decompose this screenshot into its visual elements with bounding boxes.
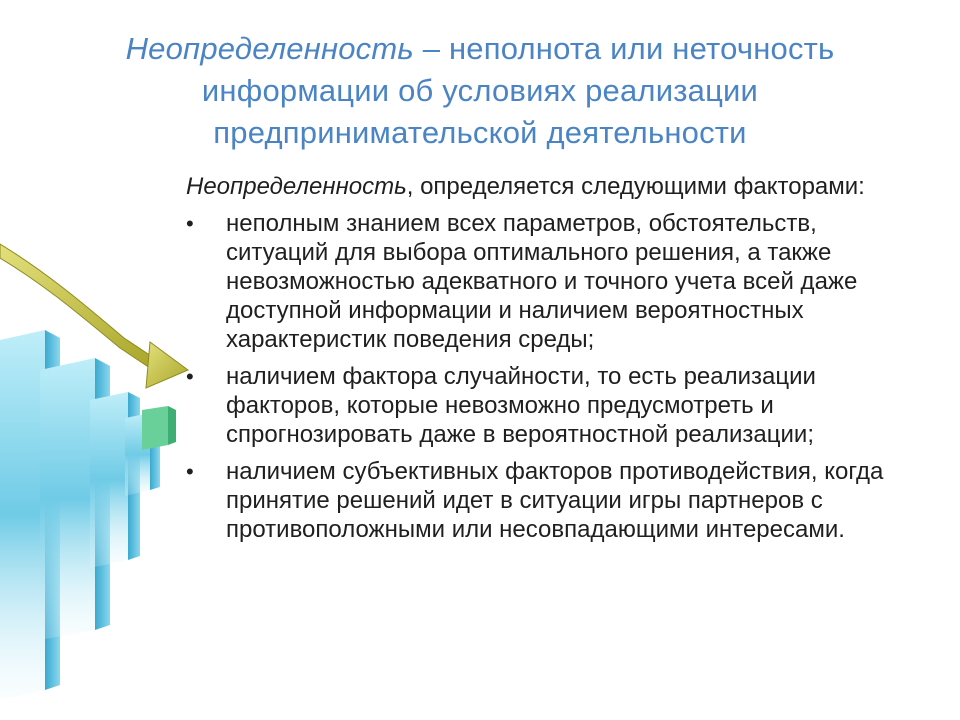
- intro-paragraph: [186, 172, 916, 201]
- bar-5: [142, 406, 176, 450]
- list-item-text: наличием фактора случайности, то есть реализации факторов, которые невозможно предусмотреть и спрогнозировать даже в вероятностной реализации;: [226, 363, 816, 448]
- title-line-3: предпринимательской деятельности: [213, 115, 747, 150]
- intro-text: , определяется следующими факторами:: [406, 173, 865, 200]
- arrow-head: [146, 342, 188, 388]
- bullet-icon: •: [186, 459, 194, 484]
- title-rest: – неполнота или неточность: [413, 31, 835, 66]
- content-body: [186, 172, 916, 552]
- list-item-text: наличием субъективных факторов противодействия, когда принятие решений идет в ситуации игры партнеров с противоположными или несовпадающими интересами.: [226, 458, 884, 543]
- title-line-2: информации об условиях реализации: [201, 73, 759, 108]
- list-item: [186, 457, 916, 544]
- bullet-icon: •: [186, 211, 194, 236]
- list-item: [186, 362, 916, 449]
- title-term: Неопределенность: [125, 31, 414, 66]
- slide-title: [60, 28, 900, 154]
- title-line-1: [60, 28, 900, 70]
- list-item-text: неполным знанием всех параметров, обстоятельств, ситуаций для выбора оптимального решения, а также невозможностью адекватного и точного учета всей даже доступной информации и наличием вероятностных характеристик поведения среды;: [226, 210, 858, 353]
- list-item: [186, 209, 916, 354]
- bullet-icon: •: [186, 364, 194, 389]
- bar-graph-arrow-illustration: [0, 230, 215, 720]
- intro-term: Неопределенность: [186, 173, 407, 200]
- factors-list: [186, 209, 916, 544]
